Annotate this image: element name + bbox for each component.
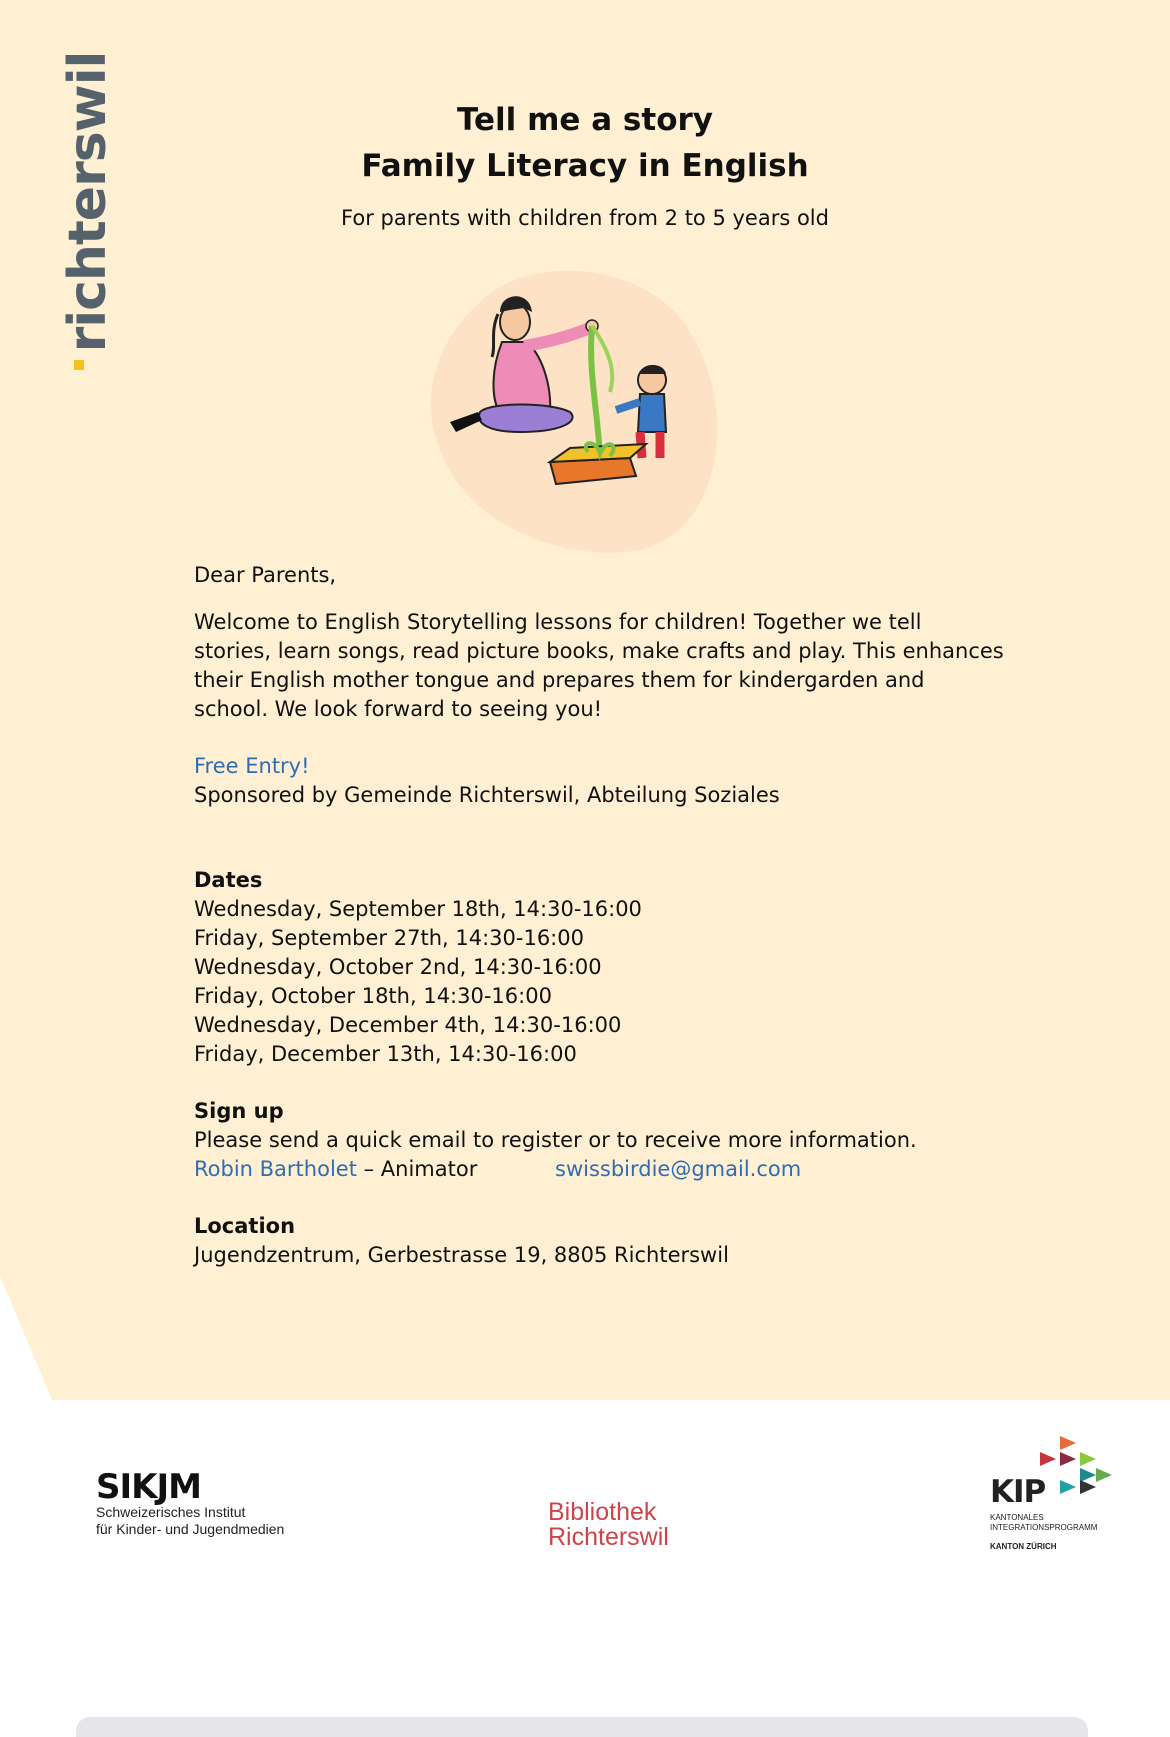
- kip-logo: [988, 1434, 1118, 1554]
- sikjm-logo-line2: für Kinder- und Jugendmedien: [96, 1521, 285, 1537]
- letter-intro: Welcome to English Storytelling lessons for children! Together we tell stories, learn songs, read picture books, make crafts and play. This enhances their English mother tongue and prepares them for kindergarden and school. We look forward to seeing you!: [194, 610, 1004, 721]
- kip-logo-line2: INTEGRATIONSPROGRAMM: [990, 1523, 1098, 1532]
- sponsor-note: Sponsored by Gemeinde Richterswil, Abteilung Soziales: [194, 783, 780, 807]
- page-title-line2: Family Literacy in English: [361, 148, 809, 184]
- page-title-line1: Tell me a story: [457, 102, 713, 138]
- letter-greeting: Dear Parents,: [194, 563, 337, 587]
- date-item: Friday, December 13th, 14:30-16:00: [194, 1042, 577, 1066]
- sikjm-logo: [96, 1467, 326, 1540]
- sikjm-logo-mark: SIKJM: [96, 1467, 201, 1507]
- bibliothek-richterswil-logo: [548, 1500, 698, 1556]
- contact-email-link[interactable]: swissbirdie@gmail.com: [555, 1157, 802, 1181]
- signup-heading: Sign up: [194, 1099, 284, 1123]
- contact-role: – Animator: [356, 1157, 478, 1181]
- dates-heading: Dates: [194, 868, 263, 892]
- date-item: Wednesday, December 4th, 14:30-16:00: [194, 1013, 622, 1037]
- richterswil-logo-text: richterswil: [58, 51, 118, 353]
- signup-text: Please send a quick email to register or to receive more information.: [194, 1128, 917, 1152]
- location-address: Jugendzentrum, Gerbestrasse 19, 8805 Richterswil: [194, 1243, 729, 1267]
- bib-logo-line2: Richterswil: [548, 1523, 669, 1551]
- sikjm-logo-line1: Schweizerisches Institut: [96, 1504, 246, 1520]
- bib-logo-line1: Bibliothek: [548, 1498, 657, 1526]
- richterswil-logo: [58, 52, 118, 352]
- viewer-bottom-bar: [76, 1717, 1088, 1737]
- contact-line: [194, 1155, 1004, 1184]
- date-item: Friday, September 27th, 14:30-16:00: [194, 926, 584, 950]
- date-item: Wednesday, October 2nd, 14:30-16:00: [194, 955, 602, 979]
- kip-logo-subtitle: [990, 1513, 1097, 1533]
- date-item: Wednesday, September 18th, 14:30-16:00: [194, 897, 642, 921]
- contact-name-link[interactable]: Robin Bartholet: [194, 1157, 357, 1181]
- page-subtitle: For parents with children from 2 to 5 years old: [341, 206, 829, 230]
- kip-logo-canton: KANTON ZÜRICH: [990, 1542, 1057, 1551]
- free-entry-note: Free Entry!: [194, 754, 310, 778]
- dates-list: [194, 895, 1004, 1069]
- location-heading: Location: [194, 1214, 296, 1238]
- storytelling-illustration: [420, 262, 760, 556]
- logo-accent-dot: [74, 360, 84, 370]
- kip-logo-line1: KANTONALES: [990, 1513, 1044, 1522]
- kip-logo-mark: KIP: [990, 1474, 1046, 1510]
- date-item: Friday, October 18th, 14:30-16:00: [194, 984, 552, 1008]
